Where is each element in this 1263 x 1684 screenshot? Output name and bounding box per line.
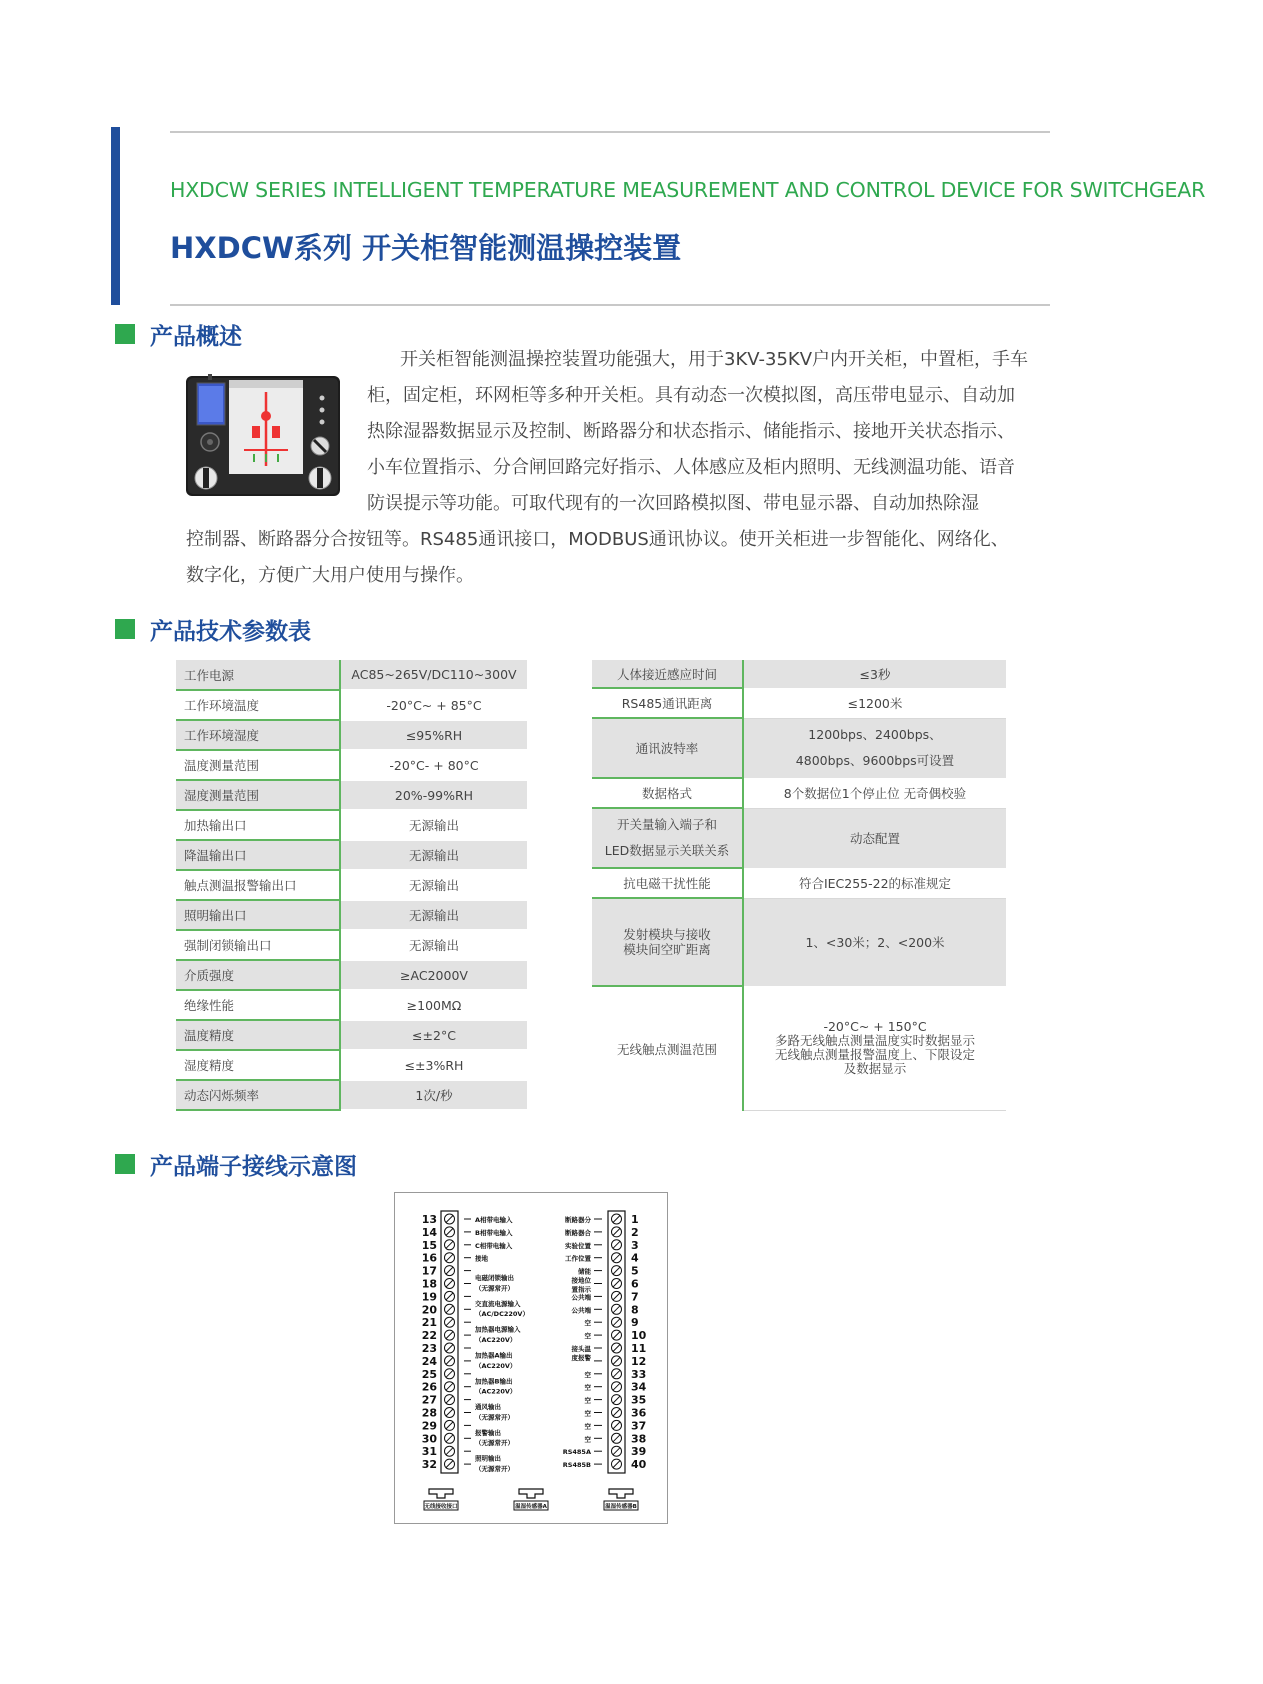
terminal-label: （无源常开） (475, 1284, 514, 1293)
connector-label: 温湿传感器B (605, 1504, 637, 1510)
terminal-number: 9 (631, 1316, 639, 1330)
terminal-label: 加热器A输出 (475, 1351, 513, 1360)
terminal-number: 4 (631, 1251, 639, 1265)
terminal-screw-slot (613, 1241, 620, 1248)
terminal-screw-slot (446, 1306, 453, 1313)
terminal-screw-slot (613, 1345, 620, 1352)
section-heading-overview (115, 318, 242, 350)
terminal-screw-slot (446, 1254, 453, 1261)
table-row: 动态闪烁频率 1次/秒 (176, 1080, 527, 1110)
table-row: 照明输出口 无源输出 (176, 900, 527, 930)
terminal-screw-slot (446, 1319, 453, 1326)
terminal-screw-slot (446, 1332, 453, 1339)
table-row: 湿度测量范围 20%-99%RH (176, 780, 527, 810)
terminal-screw-slot (613, 1422, 620, 1429)
title-chinese: HXDCW系列 开关柜智能测温操控装置 (170, 231, 682, 265)
terminal-number: 37 (631, 1419, 647, 1433)
terminal-label: （无源常开） (475, 1464, 514, 1473)
terminal-number: 30 (421, 1432, 437, 1446)
table-row: 发射模块与接收 模块间空旷距离 1、<30米；2、<200米 (592, 898, 1006, 986)
terminal-label: 空 (584, 1383, 591, 1392)
table-row: 抗电磁干扰性能 符合IEC255-22的标准规定 (592, 868, 1006, 898)
terminal-label: 照明输出 (475, 1454, 501, 1463)
terminal-label: 空 (584, 1435, 591, 1444)
terminal-screw-slot (613, 1357, 620, 1364)
terminal-label: （无源常开） (475, 1439, 514, 1448)
terminal-label: 接头温 (571, 1345, 591, 1353)
terminal-label: 度报警 (571, 1354, 591, 1363)
terminal-screw-slot (446, 1345, 453, 1352)
terminal-screw-slot (446, 1216, 453, 1223)
terminal-number: 11 (631, 1342, 647, 1355)
table-row: 温度测量范围 -20°C- + 80°C (176, 750, 527, 780)
wiring-diagram-svg (395, 1193, 667, 1523)
table-row: 触点测温报警输出口 无源输出 (176, 870, 527, 900)
terminal-number: 20 (421, 1303, 437, 1317)
terminal-number: 16 (421, 1251, 437, 1265)
terminal-number: 15 (421, 1238, 437, 1252)
terminal-number: 17 (421, 1264, 437, 1278)
terminal-screw-slot (446, 1228, 453, 1235)
terminal-label: 交直流电源输入 (475, 1299, 521, 1308)
terminal-label: 电磁闭锁输出 (475, 1274, 514, 1283)
terminal-label: 公共端 (571, 1293, 591, 1302)
terminal-screw-slot (613, 1216, 620, 1223)
terminal-number: 34 (631, 1380, 647, 1394)
terminal-screw-slot (446, 1422, 453, 1429)
terminal-label: 公共端 (571, 1306, 591, 1315)
table-row: 无线触点测温范围 -20°C~ + 150°C 多路无线触点测量温度实时数据显示 无线触点测量报警温度上、下限设定 及数据显示 (592, 986, 1006, 1110)
terminal-number: 22 (421, 1329, 437, 1343)
terminal-screw-slot (446, 1357, 453, 1364)
terminal-label: 实验位置 (565, 1241, 591, 1250)
bottom-divider (170, 304, 1050, 306)
terminal-screw-slot (446, 1409, 453, 1416)
terminal-screw-slot (446, 1370, 453, 1377)
params-table-right (592, 660, 1006, 1111)
overview-line-3: 热除湿器数据显示及控制、断路器分和状态指示、储能指示、接地开关状态指示、 (367, 421, 1015, 442)
terminal-number: 33 (631, 1367, 647, 1381)
terminal-number: 10 (631, 1329, 647, 1343)
connector-label: 温湿传感器A (515, 1504, 547, 1510)
terminal-number: 35 (631, 1393, 647, 1407)
terminal-screw-slot (613, 1461, 620, 1468)
connector-icon (519, 1489, 543, 1498)
terminal-label: RS485A (562, 1448, 591, 1457)
terminal-label: 接地位 (571, 1276, 591, 1285)
overview-line-7: 数字化，方便广大用户使用与操作。 (186, 565, 474, 586)
table-row: 人体接近感应时间 ≤3秒 (592, 660, 1006, 688)
terminal-number: 31 (421, 1445, 437, 1459)
section-title: 产品技术参数表 (150, 618, 311, 645)
terminal-number: 23 (421, 1342, 437, 1355)
table-row: 湿度精度 ≤±3%RH (176, 1050, 527, 1080)
terminal-label: C相带电输入 (475, 1241, 513, 1250)
terminal-label: 加热器电源输入 (475, 1325, 521, 1334)
terminal-label: 储能 (578, 1267, 591, 1276)
terminal-number: 7 (631, 1290, 639, 1304)
terminal-screw-slot (613, 1254, 620, 1261)
terminal-label: 空 (584, 1396, 591, 1405)
table-row: 通讯波特率 1200bps、2400bps、 4800bps、9600bps可设置 (592, 718, 1006, 778)
section-marker-icon (115, 1154, 135, 1174)
terminal-label: 置指示 (571, 1285, 591, 1294)
terminal-label: 加热器B输出 (475, 1377, 513, 1386)
terminal-number: 8 (631, 1303, 639, 1317)
terminal-screw-slot (613, 1396, 620, 1403)
table-row: 工作环境湿度 ≤95%RH (176, 720, 527, 750)
terminal-screw-slot (613, 1293, 620, 1300)
section-heading-wiring (115, 1148, 357, 1180)
terminal-number: 21 (421, 1316, 437, 1330)
terminal-number: 39 (631, 1445, 647, 1459)
terminal-number: 40 (631, 1458, 647, 1472)
section-heading-params (115, 613, 311, 645)
table-row: 强制闭锁输出口 无源输出 (176, 930, 527, 960)
terminal-screw-slot (446, 1396, 453, 1403)
wiring-diagram (394, 1192, 668, 1524)
terminal-number: 5 (631, 1264, 639, 1278)
section-title: 产品概述 (150, 323, 242, 350)
terminal-number: 36 (631, 1406, 647, 1420)
terminal-screw-slot (613, 1306, 620, 1313)
terminal-label: 断路器合 (565, 1228, 591, 1237)
terminal-label: 工作位置 (565, 1254, 591, 1263)
terminal-label: A相带电输入 (475, 1216, 513, 1224)
connector-label: 无线接收接口 (424, 1504, 458, 1510)
accent-bar (111, 127, 120, 305)
terminal-screw-slot (446, 1461, 453, 1468)
params-table-left (176, 660, 527, 1111)
section-marker-icon (115, 619, 135, 639)
terminal-screw-slot (613, 1409, 620, 1416)
terminal-label: 接地 (475, 1254, 488, 1263)
terminal-screw-slot (613, 1267, 620, 1274)
overview-line-2: 柜，固定柜，环网柜等多种开关柜。具有动态一次模拟图，高压带电显示、自动加 (367, 385, 1015, 406)
terminal-label: 空 (584, 1409, 591, 1418)
terminal-label: 空 (584, 1370, 591, 1379)
terminal-screw-slot (446, 1280, 453, 1287)
terminal-screw-slot (613, 1228, 620, 1235)
terminal-label: 断路器分 (565, 1216, 591, 1224)
overview-line-5: 防误提示等功能。可取代现有的一次回路模拟图、带电显示器、自动加热除湿 (367, 493, 979, 514)
table-row: 开关量输入端子和 LED数据显示关联关系 动态配置 (592, 808, 1006, 868)
terminal-label: RS485B (562, 1461, 591, 1470)
section-title: 产品端子接线示意图 (150, 1153, 357, 1180)
overview-line-4: 小车位置指示、分合闸回路完好指示、人体感应及柜内照明、无线测温功能、语音 (367, 457, 1015, 478)
terminal-label: （AC220V） (475, 1387, 517, 1396)
terminal-label: （AC/DC220V） (475, 1310, 529, 1319)
terminal-screw-slot (446, 1435, 453, 1442)
terminal-screw-slot (446, 1293, 453, 1300)
terminal-number: 32 (421, 1458, 437, 1472)
terminal-number: 3 (631, 1238, 639, 1252)
table-row: 加热输出口 无源输出 (176, 810, 527, 840)
terminal-number: 25 (421, 1367, 437, 1381)
terminal-screw-slot (613, 1383, 620, 1390)
section-marker-icon (115, 324, 135, 344)
table-row: 降温输出口 无源输出 (176, 840, 527, 870)
terminal-label: 空 (584, 1422, 591, 1431)
terminal-number: 29 (421, 1419, 437, 1433)
terminal-label: （AC220V） (475, 1335, 517, 1344)
terminal-screw-slot (613, 1435, 620, 1442)
table-row: RS485通讯距离 ≤1200米 (592, 688, 1006, 718)
table-row: 介质强度 ≥AC2000V (176, 960, 527, 990)
terminal-number: 28 (421, 1406, 437, 1420)
terminal-number: 14 (421, 1225, 437, 1239)
table-row: 数据格式 8个数据位1个停止位 无奇偶校验 (592, 778, 1006, 808)
terminal-screw-slot (446, 1383, 453, 1390)
terminal-label: B相带电输入 (475, 1228, 513, 1237)
terminal-screw-slot (446, 1241, 453, 1248)
device-image (184, 370, 342, 498)
terminal-screw-slot (613, 1280, 620, 1287)
terminal-label: 报警输出 (475, 1428, 501, 1437)
terminal-number: 19 (421, 1290, 437, 1304)
terminal-screw-slot (613, 1448, 620, 1455)
terminal-number: 26 (421, 1380, 437, 1394)
table-row: 工作环境温度 -20°C~ + 85°C (176, 690, 527, 720)
table-row: 绝缘性能 ≥100MΩ (176, 990, 527, 1020)
terminal-screw-slot (613, 1319, 620, 1326)
terminal-number: 24 (421, 1354, 437, 1368)
terminal-screw-slot (613, 1332, 620, 1339)
terminal-number: 6 (631, 1277, 639, 1291)
terminal-screw-slot (613, 1370, 620, 1377)
terminal-label: （AC220V） (475, 1361, 517, 1370)
title-english: HXDCW SERIES INTELLIGENT TEMPERATURE MEASUREMENT AND CONTROL DEVICE FOR SWITCHGEAR (170, 178, 1206, 202)
top-divider (170, 131, 1050, 133)
table-row: 工作电源 AC85~265V/DC110~300V (176, 660, 527, 690)
terminal-number: 2 (631, 1225, 639, 1239)
terminal-number: 18 (421, 1277, 437, 1291)
terminal-screw-slot (446, 1267, 453, 1274)
connector-icon (429, 1489, 453, 1498)
terminal-number: 38 (631, 1432, 647, 1446)
connector-icon (609, 1489, 633, 1498)
terminal-number: 13 (421, 1213, 437, 1226)
terminal-label: （无源常开） (475, 1413, 514, 1422)
terminal-label: 通风输出 (475, 1403, 501, 1412)
terminal-screw-slot (446, 1448, 453, 1455)
terminal-number: 12 (631, 1354, 647, 1368)
table-row: 温度精度 ≤±2°C (176, 1020, 527, 1050)
terminal-label: 空 (584, 1332, 591, 1341)
overview-line-6: 控制器、断路器分合按钮等。RS485通讯接口，MODBUS通讯协议。使开关柜进一步智能化、网络化、 (186, 529, 1009, 550)
terminal-number: 1 (631, 1213, 639, 1226)
overview-line-1: 开关柜智能测温操控装置功能强大，用于3KV-35KV户内开关柜，中置柜，手车 (400, 349, 1029, 370)
terminal-number: 27 (421, 1393, 437, 1407)
terminal-label: 空 (584, 1319, 591, 1328)
